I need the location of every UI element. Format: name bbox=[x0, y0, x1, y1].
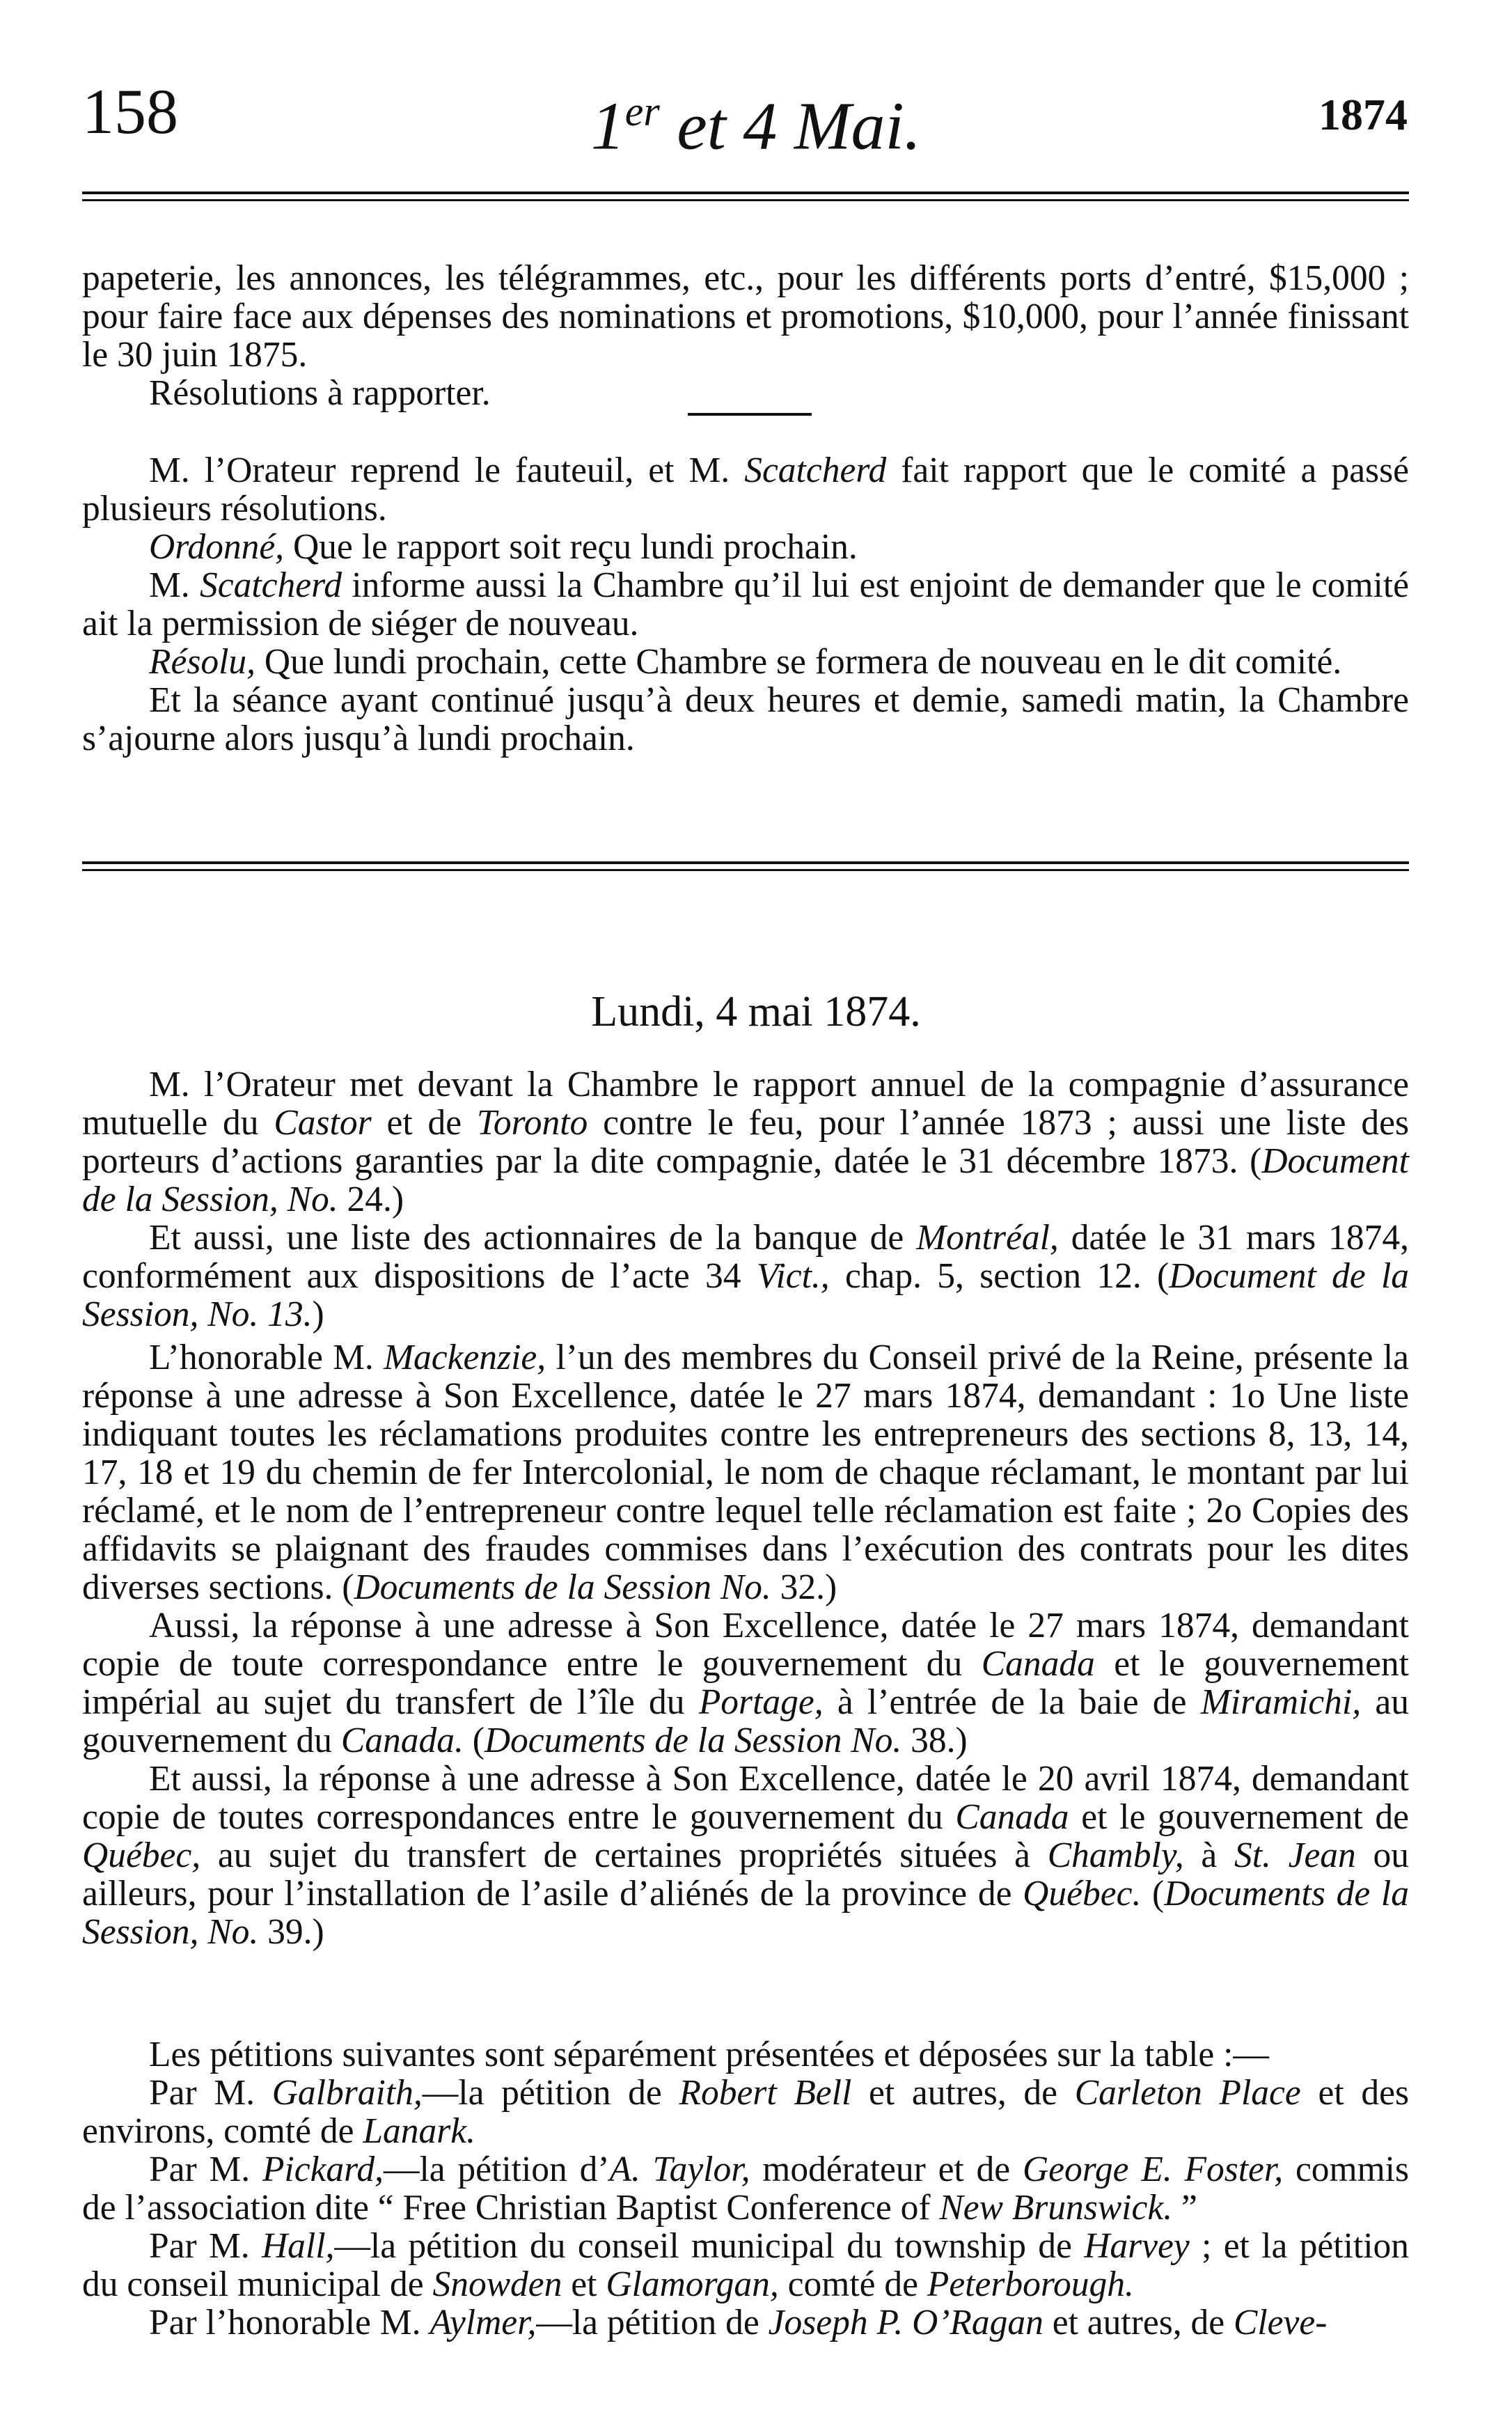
paragraph: Résolutions à rapporter. bbox=[149, 373, 491, 413]
page-title bbox=[0, 77, 1512, 162]
page-year: 1874 bbox=[1318, 90, 1408, 139]
paragraph: Résolu, Que lundi prochain, cette Chambre se formera de nouveau en le dit comité. bbox=[149, 642, 1342, 682]
page-number: 158 bbox=[82, 76, 178, 147]
text-block-1 bbox=[82, 259, 1409, 412]
paragraph: M. l’Orateur reprend le fauteuil, et M. Scatcherd fait rapport que le comité a passé plusieurs résolutions. bbox=[82, 451, 1410, 529]
separator-rule bbox=[688, 413, 812, 416]
paragraph: Par M. Hall,—la pétition du conseil municipal du township de Harvey ; et la pétition du conseil municipal de Snowden et Glamorgan, comté de Peterborough. bbox=[82, 2226, 1410, 2304]
paragraph: Par M. Galbraith,—la pétition de Robert Bell et autres, de Carleton Place et des environs, comté de Lanark. bbox=[82, 2073, 1409, 2151]
running-head bbox=[0, 0, 1512, 167]
section-heading: Lundi, 4 mai 1874. bbox=[591, 988, 921, 1035]
title-sup: er bbox=[624, 88, 660, 134]
section-rule bbox=[82, 861, 1409, 871]
paragraph: Et aussi, la réponse à une adresse à Son Excellence, datée le 20 avril 1874, demandant copie de toutes correspondances entre le gouvernement du Canada et le gouvernement de Québec, au sujet du transfert de certaines propriétés situées à Chambly, à St. Jean ou ailleurs, pour l’installation de l’asile d’aliénés de la province de Québec. (Documents de la Session, No. 39.) bbox=[82, 1759, 1410, 1952]
text-block-5 bbox=[82, 2035, 1409, 2342]
paragraph: Et aussi, une liste des actionnaires de la banque de Montréal, datée le 31 mars 1874, conformément aux dispositions de l’acte 34 Vict., chap. 5, section 12. (Document de la Session, No. 13.) bbox=[82, 1218, 1409, 1334]
paragraph: Par M. Pickard,—la pétition d’A. Taylor, modérateur et de George E. Foster, commis de l’association dite “ Free Christian Baptist Conference of New Brunswick. ” bbox=[82, 2150, 1410, 2228]
text-block-2 bbox=[82, 451, 1409, 758]
paragraph: L’honorable M. Mackenzie, l’un des membres du Conseil privé de la Reine, présente la réponse à une adresse à Son Excellence, datée le 27 mars 1874, demandant : 1o Une liste indiquant toutes les réclamations produites contre les entrepreneurs des sections 8, 13, 14, 17, 18 et 19 du chemin de fer Intercolonial, le nom de chaque réclamant, le montant par lui réclamé, et le nom de l’entrepreneur contre lequel telle réclamation est faite ; 2o Copies des affidavits se plaignant des fraudes commises dans l’exécution des contrats pour les dites diverses sections. (Documents de la Session No. 32.) bbox=[82, 1338, 1409, 1607]
paragraph: Par l’honorable M. Aylmer,—la pétition de Joseph P. O’Ragan et autres, de Cleve- bbox=[149, 2303, 1328, 2342]
header-rule bbox=[82, 191, 1409, 201]
text-block-3 bbox=[82, 1065, 1409, 1333]
paragraph: Aussi, la réponse à une adresse à Son Excellence, datée le 27 mars 1874, demandant copie de toute correspondance entre le gouvernement du Canada et le gouvernement impérial au sujet du transfert de l’île du Portage, à l’entrée de la baie de Miramichi, au gouvernement du Canada. (Documents de la Session No. 38.) bbox=[82, 1606, 1409, 1760]
paragraph: papeterie, les annonces, les télégrammes, etc., pour les différents ports d’entré, $15,000 ; pour faire face aux dépenses des nominations et promotions, $10,000, pour l’année finissant le 30 juin 1875. bbox=[82, 258, 1409, 375]
paragraph: Les pétitions suivantes sont séparément présentées et déposées sur la table :— bbox=[149, 2035, 1269, 2074]
title-rest: et 4 Mai. bbox=[659, 88, 922, 164]
text-block-4 bbox=[82, 1338, 1409, 1951]
title-main: 1 bbox=[590, 88, 625, 164]
paragraph: M. Scatcherd informe aussi la Chambre qu’il lui est enjoint de demander que le comité ait la permission de siéger de nouveau. bbox=[82, 565, 1409, 643]
paragraph: M. l’Orateur met devant la Chambre le rapport annuel de la compagnie d’assurance mutuelle du Castor et de Toronto contre le feu, pour l’année 1873 ; aussi une liste des porteurs d’actions garanties par la dite compagnie, datée le 31 décembre 1873. (Document de la Session, No. 24.) bbox=[82, 1065, 1409, 1219]
paragraph: Ordonné, Que le rapport soit reçu lundi prochain. bbox=[149, 527, 858, 567]
paragraph: Et la séance ayant continué jusqu’à deux heures et demie, samedi matin, la Chambre s’ajourne alors jusqu’à lundi prochain. bbox=[82, 680, 1409, 758]
